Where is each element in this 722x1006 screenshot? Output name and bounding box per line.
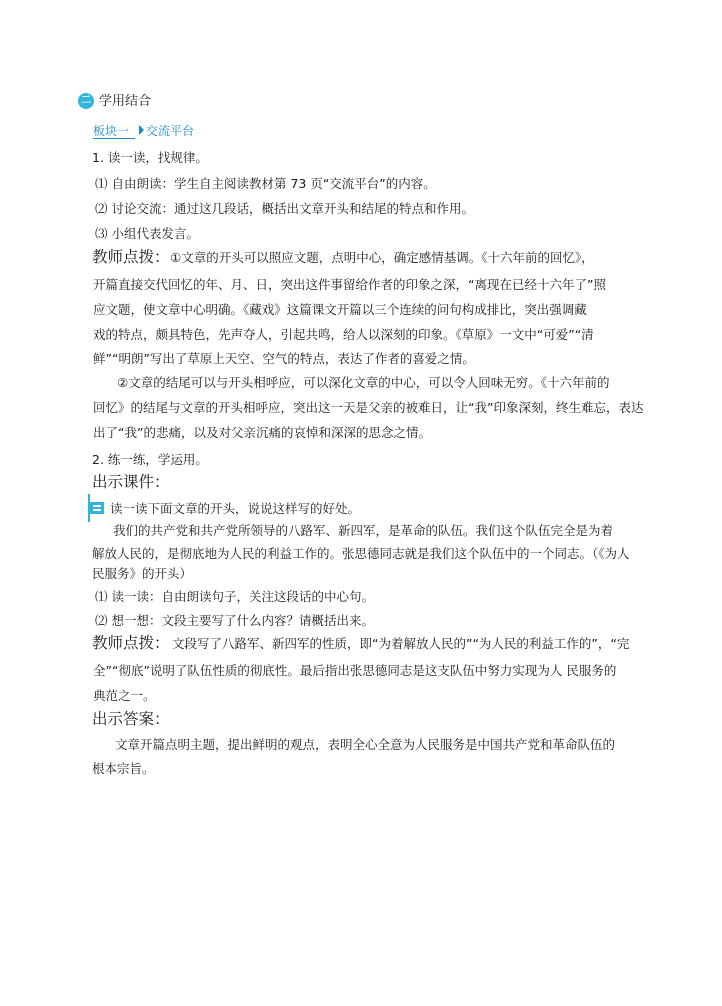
section-title: 学用结合 — [99, 94, 152, 109]
teacher-guidance-line: 开篇直接交代回忆的年、月、日，突出这件事留给作者的印象之深，“离现在已经十六年了”照 — [93, 277, 606, 292]
block-title: 交流平台 — [146, 124, 195, 138]
courseware-label: 出示课件： — [92, 473, 170, 491]
item-2: 2. 练一练，学运用。 — [92, 452, 208, 467]
item-1c: ⑶ 小组代表发言。 — [95, 226, 199, 241]
teacher-guidance-line: 典范之一。 — [93, 688, 156, 703]
quote-line: 我们的共产党和共产党所领导的八路军、新四军，是革命的队伍。我们这个队伍完全是为着 — [113, 523, 614, 538]
teacher-guidance-label: 教师点拨： — [92, 248, 170, 266]
teacher-guidance-line: ②文章的结尾可以与开头相呼应，可以深化文章的中心，可以令人回味无穷。《十六年前的 — [117, 375, 610, 390]
courseware-instruction: 读一读下面文章的开头，说说这样写的好处。 — [110, 501, 361, 516]
quote-line: 民服务》的开头） — [92, 566, 193, 581]
teacher-guidance-label: 教师点拨： — [92, 634, 170, 652]
teacher-guidance-line: 出了“我”的悲痛，以及对父亲沉痛的哀悼和深深的思念之情。 — [93, 425, 431, 440]
courseware-step: ⑴ 读一读：自由朗读句子，关注这段话的中心句。 — [95, 589, 374, 604]
teacher-guidance-line: 戏的特点，颇具特色，先声夺人，引起共鸣，给人以深刻的印象。《草原》一文中“可爱”“清 — [93, 327, 594, 342]
teacher-guidance-line: ①文章的开头可以照应文题，点明中心，确定感情基调。《十六年前的回忆》， — [170, 250, 594, 265]
answer-line: 根本宗旨。 — [92, 761, 155, 776]
answer-line: 文章开篇点明主题，提出鲜明的观点，表明全心全意为人民服务是中国共产党和革命队伍的 — [115, 737, 616, 752]
teacher-guidance-line: 全”“彻底”说明了队伍性质的彻底性。最后指出张思德同志是这支队伍中努力实现为人 民服务的 — [93, 663, 617, 678]
courseware-list-icon — [90, 502, 104, 514]
section-number-badge: 二 — [78, 93, 94, 109]
item-1a: ⑴ 自由朗读：学生自主阅读教材第 73 页“交流平台”的内容。 — [95, 176, 436, 191]
teacher-guidance-line: 回忆》的结尾与文章的开头相呼应，突出这一天是父亲的被难日，让“我”印象深刻，终生难忘，表达 — [93, 400, 644, 415]
teacher-guidance-line: 鲜”“明朗”写出了草原上天空、空气的特点，表达了作者的喜爱之情。 — [93, 351, 475, 366]
item-1b: ⑵ 讨论交流：通过这几段话，概括出文章开头和结尾的特点和作用。 — [95, 201, 474, 216]
item-1: 1. 读一读，找规律。 — [92, 150, 208, 165]
answer-label: 出示答案： — [92, 710, 170, 728]
quote-line: 解放人民的，是彻底地为人民的利益工作的。张思德同志就是我们这个队伍中的一个同志。（《为人 — [92, 546, 630, 561]
courseware-step: ⑵ 想一想：文段主要写了什么内容？请概括出来。 — [95, 613, 374, 628]
teacher-guidance-line: 文段写了八路军、新四军的性质，即“为着解放人民的”“为人民的利益工作的”，“完 — [172, 636, 630, 651]
teacher-guidance-line: 应文题，使文章中心明确。《藏戏》这篇课文开篇以三个连续的问句构成排比，突出强调藏 — [93, 302, 587, 317]
block-label: 板块一 — [93, 124, 135, 139]
block-arrow-icon — [139, 125, 144, 135]
